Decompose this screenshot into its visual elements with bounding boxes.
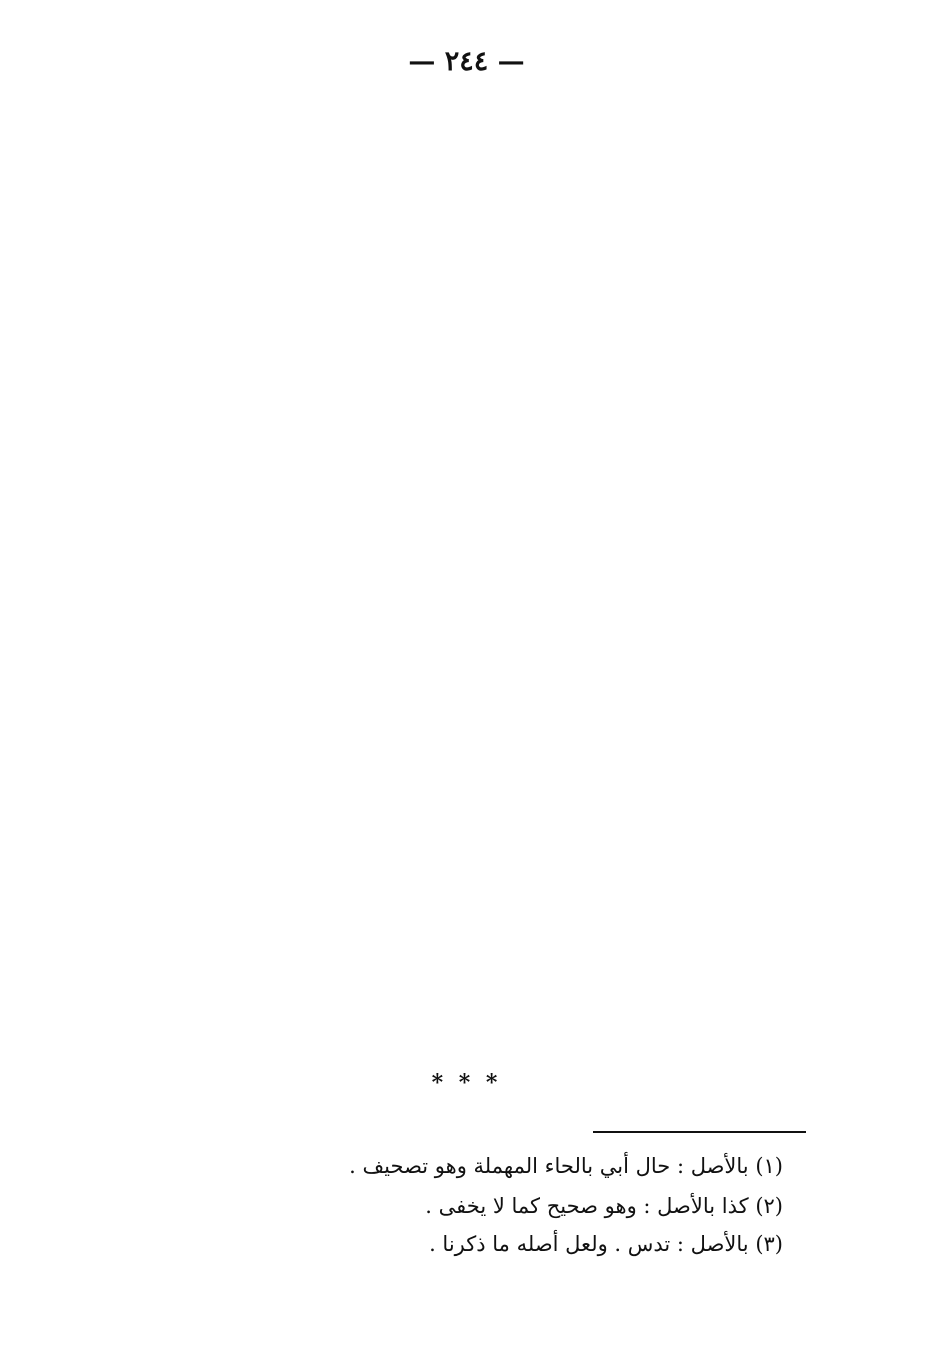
footnote-rule <box>593 1131 806 1133</box>
page-number: — ٢٤٤ — <box>408 46 525 77</box>
section-separator: * * * <box>431 1070 502 1096</box>
footnote: (١) بالأصل : حال أبي بالحاء المهملة وهو تصحيف . <box>349 1154 783 1178</box>
footnote: (٣) بالأصل : تدس . ولعل أصله ما ذكرنا . <box>429 1232 783 1256</box>
footnote: (٢) كذا بالأصل : وهو صحيح كما لا يخفى . <box>425 1194 783 1218</box>
